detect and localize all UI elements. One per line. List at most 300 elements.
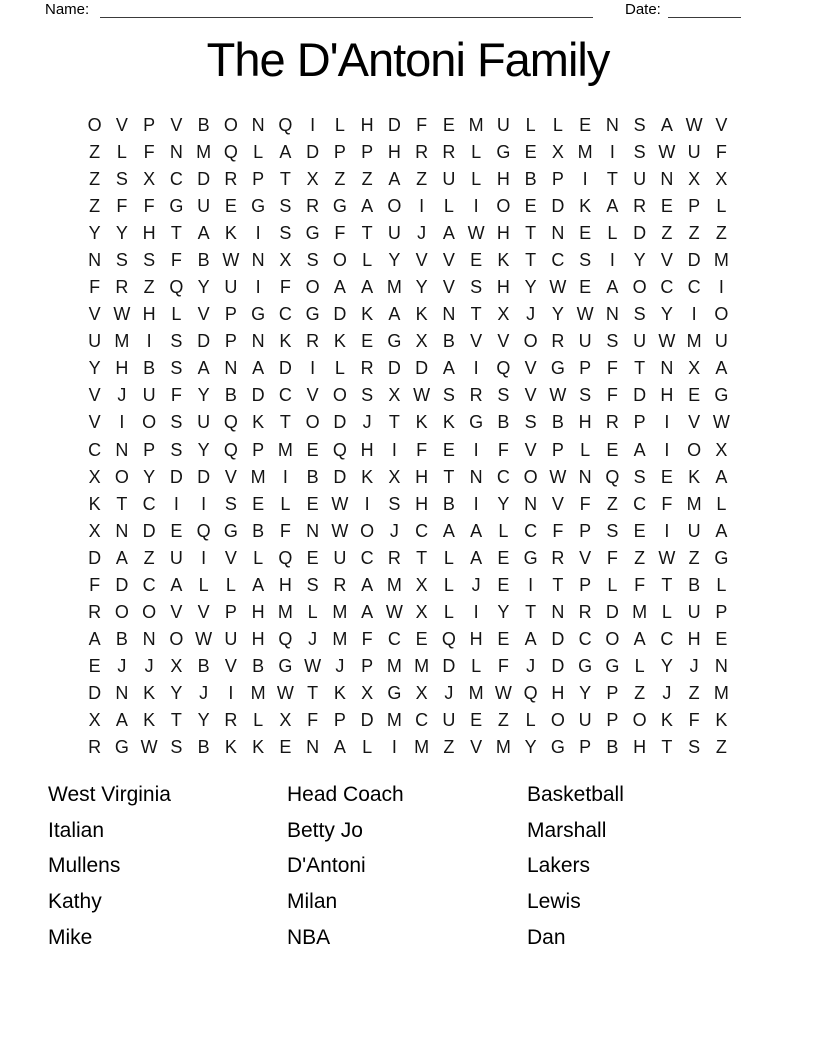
grid-letter: L	[716, 574, 727, 595]
grid-letter: M	[632, 602, 648, 623]
grid-letter: A	[252, 358, 265, 379]
grid-letter: S	[606, 331, 619, 352]
grid-letter: V	[497, 331, 510, 352]
word-item: Marshall	[527, 818, 607, 842]
grid-letter: O	[142, 602, 157, 623]
grid-letter: A	[524, 629, 537, 650]
grid-letter: F	[116, 195, 128, 216]
grid-letter: O	[142, 412, 157, 433]
grid-letter: B	[442, 331, 455, 352]
grid-letter: O	[387, 195, 402, 216]
grid-letter: N	[306, 737, 320, 758]
grid-letter: V	[115, 114, 128, 135]
grid-letter: S	[224, 493, 237, 514]
grid-letter: F	[361, 629, 373, 650]
grid-letter: H	[551, 683, 565, 704]
grid-letter: M	[468, 683, 484, 704]
grid-letter: E	[88, 656, 101, 677]
grid-letter: I	[364, 493, 370, 514]
grid-letter: I	[255, 277, 261, 298]
grid-letter: C	[415, 710, 429, 731]
name-label: Name:	[45, 1, 90, 18]
grid-letter: A	[442, 358, 455, 379]
grid-letter: S	[115, 249, 128, 270]
grid-letter: L	[471, 141, 482, 162]
grid-letter: D	[605, 602, 619, 623]
grid-letter: T	[416, 547, 428, 568]
grid-letter: Z	[443, 737, 455, 758]
grid-letter: D	[88, 547, 102, 568]
grid-letter: X	[88, 710, 101, 731]
grid-letter: H	[360, 439, 374, 460]
grid-letter: U	[578, 710, 592, 731]
grid-letter: U	[442, 168, 456, 189]
grid-letter: X	[170, 656, 183, 677]
grid-letter: I	[609, 249, 615, 270]
grid-letter: P	[333, 141, 346, 162]
grid-letter: I	[473, 602, 479, 623]
grid-letter: V	[688, 412, 701, 433]
grid-letter: C	[660, 277, 674, 298]
grid-letter: J	[662, 683, 672, 704]
grid-letter: K	[361, 466, 374, 487]
grid-letter: Q	[523, 683, 538, 704]
grid-letter: B	[306, 466, 319, 487]
grid-letter: J	[471, 574, 481, 595]
grid-letter: O	[632, 710, 647, 731]
grid-letter: I	[473, 195, 479, 216]
grid-letter: K	[497, 249, 510, 270]
grid-letter: P	[252, 439, 265, 460]
grid-letter: E	[688, 385, 701, 406]
grid-letter: R	[306, 331, 320, 352]
grid-letter: L	[525, 710, 536, 731]
grid-letter: Y	[197, 277, 210, 298]
grid-letter: Z	[416, 168, 428, 189]
grid-letter: I	[201, 547, 207, 568]
grid-letter: T	[525, 602, 537, 623]
word-item: Kathy	[48, 890, 102, 914]
grid-letter: P	[224, 304, 237, 325]
grid-letter: G	[578, 656, 593, 677]
grid-letter: Y	[143, 466, 156, 487]
grid-letter: Z	[89, 141, 101, 162]
grid-letter: D	[278, 358, 292, 379]
grid-letter: F	[170, 249, 182, 270]
grid-letter: T	[661, 737, 673, 758]
grid-letter: A	[197, 222, 210, 243]
grid-letter: F	[89, 574, 101, 595]
grid-letter: W	[549, 466, 567, 487]
grid-letter: J	[144, 656, 154, 677]
grid-letter: C	[278, 385, 292, 406]
grid-letter: Y	[197, 439, 210, 460]
grid-letter: M	[386, 277, 402, 298]
grid-letter: D	[197, 168, 211, 189]
grid-letter: G	[223, 520, 238, 541]
grid-letter: E	[715, 629, 728, 650]
grid-letter: X	[143, 168, 156, 189]
grid-letter: B	[551, 412, 564, 433]
grid-letter: A	[470, 520, 483, 541]
grid-letter: V	[524, 358, 537, 379]
grid-letter: E	[633, 520, 646, 541]
grid-letter: A	[361, 574, 374, 595]
grid-letter: A	[279, 141, 292, 162]
grid-letter: X	[279, 249, 292, 270]
grid-letter: A	[333, 277, 346, 298]
grid-letter: R	[578, 602, 592, 623]
grid-letter: W	[413, 385, 431, 406]
grid-letter: L	[607, 574, 618, 595]
grid-letter: T	[443, 466, 455, 487]
grid-letter: F	[606, 358, 618, 379]
grid-letter: K	[143, 683, 156, 704]
grid-letter: E	[361, 331, 374, 352]
grid-letter: I	[473, 493, 479, 514]
grid-letter: O	[714, 304, 729, 325]
grid-letter: Q	[196, 520, 211, 541]
grid-letter: O	[332, 249, 347, 270]
grid-letter: I	[419, 195, 425, 216]
grid-letter: D	[633, 385, 647, 406]
grid-letter: M	[577, 141, 593, 162]
grid-letter: S	[524, 412, 537, 433]
grid-letter: N	[605, 114, 619, 135]
grid-letter: O	[496, 195, 511, 216]
date-blank-line	[668, 2, 741, 18]
grid-letter: I	[173, 493, 179, 514]
grid-letter: V	[88, 385, 101, 406]
grid-letter: A	[388, 168, 401, 189]
grid-letter: C	[169, 168, 183, 189]
grid-letter: A	[197, 358, 210, 379]
grid-letter: X	[388, 466, 401, 487]
grid-letter: L	[580, 439, 591, 460]
grid-letter: M	[386, 574, 402, 595]
grid-letter: E	[415, 629, 428, 650]
grid-letter: S	[170, 331, 183, 352]
grid-letter: A	[361, 195, 374, 216]
grid-letter: P	[606, 683, 619, 704]
grid-letter: R	[360, 358, 374, 379]
grid-letter: I	[119, 412, 125, 433]
grid-letter: L	[443, 602, 454, 623]
grid-letter: N	[469, 466, 483, 487]
grid-letter: D	[306, 141, 320, 162]
grid-letter: A	[88, 629, 101, 650]
grid-letter: S	[115, 168, 128, 189]
grid-letter: L	[253, 141, 264, 162]
grid-letter: R	[224, 168, 238, 189]
grid-letter: J	[417, 222, 427, 243]
grid-letter: Y	[660, 304, 673, 325]
grid-letter: L	[198, 574, 209, 595]
grid-letter: P	[252, 168, 265, 189]
grid-letter: N	[714, 656, 728, 677]
grid-letter: S	[361, 385, 374, 406]
grid-letter: C	[660, 629, 674, 650]
grid-letter: L	[362, 249, 373, 270]
grid-letter: S	[143, 249, 156, 270]
grid-letter: Y	[579, 683, 592, 704]
grid-letter: V	[442, 277, 455, 298]
grid-letter: X	[688, 358, 701, 379]
word-item: Italian	[48, 818, 105, 842]
grid-letter: V	[660, 249, 673, 270]
grid-letter: E	[497, 547, 510, 568]
grid-letter: B	[252, 656, 265, 677]
grid-letter: V	[524, 385, 537, 406]
grid-letter: Y	[170, 683, 183, 704]
grid-letter: Q	[496, 358, 511, 379]
grid-letter: Y	[551, 304, 564, 325]
grid-letter: T	[307, 683, 319, 704]
grid-letter: X	[415, 683, 428, 704]
word-list-column-2	[287, 777, 404, 956]
grid-letter: Z	[334, 168, 346, 189]
grid-letter: J	[117, 656, 127, 677]
grid-letter: V	[470, 737, 483, 758]
grid-letter: F	[279, 277, 291, 298]
grid-letter: Y	[415, 277, 428, 298]
grid-letter: O	[332, 385, 347, 406]
grid-letter: D	[551, 195, 565, 216]
grid-letter: W	[222, 249, 240, 270]
grid-letter: A	[606, 277, 619, 298]
grid-letter: I	[473, 358, 479, 379]
grid-letter: F	[307, 710, 319, 731]
grid-letter: X	[415, 574, 428, 595]
grid-letter: N	[115, 439, 129, 460]
grid-letter: E	[306, 493, 319, 514]
grid-letter: L	[334, 114, 345, 135]
grid-letter: Q	[332, 439, 347, 460]
grid-letter: H	[633, 737, 647, 758]
grid-letter: L	[716, 493, 727, 514]
grid-letter: E	[497, 629, 510, 650]
grid-letter: Q	[223, 412, 238, 433]
grid-letter: S	[633, 141, 646, 162]
grid-letter: X	[88, 520, 101, 541]
grid-letter: Z	[688, 547, 700, 568]
grid-letter: P	[633, 412, 646, 433]
grid-letter: U	[88, 331, 102, 352]
grid-letter: E	[224, 195, 237, 216]
grid-letter: V	[170, 602, 183, 623]
grid-letter: B	[197, 249, 210, 270]
grid-letter: G	[523, 547, 538, 568]
grid-letter: H	[251, 629, 265, 650]
grid-letter: T	[606, 168, 618, 189]
grid-letter: O	[114, 602, 129, 623]
grid-letter: W	[712, 412, 730, 433]
grid-letter: J	[117, 385, 127, 406]
grid-letter: R	[306, 195, 320, 216]
grid-letter: U	[687, 602, 701, 623]
grid-letter: A	[333, 737, 346, 758]
grid-letter: E	[660, 466, 673, 487]
grid-letter: W	[276, 683, 294, 704]
grid-letter: S	[579, 385, 592, 406]
grid-letter: J	[308, 629, 318, 650]
grid-letter: X	[415, 331, 428, 352]
word-item: Head Coach	[287, 783, 404, 806]
grid-letter: A	[606, 195, 619, 216]
grid-letter: P	[224, 602, 237, 623]
grid-letter: D	[360, 710, 374, 731]
word-list-column-1	[48, 777, 171, 956]
grid-letter: R	[633, 195, 647, 216]
grid-letter: I	[609, 141, 615, 162]
grid-letter: H	[115, 358, 129, 379]
grid-letter: Z	[89, 168, 101, 189]
grid-letter: S	[470, 277, 483, 298]
grid-letter: A	[115, 547, 128, 568]
grid-letter: S	[306, 249, 319, 270]
grid-letter: U	[333, 547, 347, 568]
grid-letter: C	[415, 520, 429, 541]
grid-letter: G	[496, 141, 511, 162]
grid-letter: T	[634, 358, 646, 379]
grid-letter: D	[251, 385, 265, 406]
grid-letter: I	[582, 168, 588, 189]
grid-letter: H	[496, 277, 510, 298]
grid-letter: C	[578, 629, 592, 650]
grid-letter: E	[279, 737, 292, 758]
grid-letter: G	[305, 222, 320, 243]
grid-letter: V	[224, 656, 237, 677]
grid-letter: O	[605, 629, 620, 650]
grid-letter: N	[251, 249, 265, 270]
grid-letter: P	[606, 710, 619, 731]
grid-letter: Q	[278, 114, 293, 135]
grid-letter: H	[469, 629, 483, 650]
grid-letter: U	[197, 412, 211, 433]
grid-letter: L	[443, 195, 454, 216]
grid-letter: A	[170, 574, 183, 595]
grid-letter: U	[633, 331, 647, 352]
grid-letter: W	[576, 304, 594, 325]
grid-letter: J	[444, 683, 454, 704]
grid-letter: X	[415, 602, 428, 623]
date-label: Date:	[625, 1, 661, 18]
grid-letter: K	[415, 304, 428, 325]
grid-letter: F	[497, 656, 509, 677]
grid-letter: L	[716, 195, 727, 216]
grid-letter: W	[331, 520, 349, 541]
grid-letter: T	[661, 574, 673, 595]
grid-letter: E	[306, 439, 319, 460]
grid-letter: J	[526, 656, 536, 677]
grid-letter: M	[414, 737, 430, 758]
grid-letter: Z	[143, 277, 155, 298]
grid-letter: W	[549, 385, 567, 406]
grid-letter: W	[304, 656, 322, 677]
grid-letter: P	[579, 574, 592, 595]
grid-letter: E	[579, 114, 592, 135]
grid-letter: K	[442, 412, 455, 433]
grid-letter: R	[469, 385, 483, 406]
grid-letter: A	[715, 358, 728, 379]
grid-letter: D	[197, 466, 211, 487]
grid-letter: E	[606, 439, 619, 460]
grid-letter: X	[715, 168, 728, 189]
grid-letter: H	[251, 602, 265, 623]
grid-letter: Z	[715, 222, 727, 243]
grid-letter: R	[551, 547, 565, 568]
grid-letter: S	[633, 114, 646, 135]
grid-letter: V	[224, 466, 237, 487]
grid-letter: X	[551, 141, 564, 162]
grid-letter: L	[498, 520, 509, 541]
grid-letter: H	[496, 168, 510, 189]
grid-letter: C	[551, 249, 565, 270]
grid-letter: U	[714, 331, 728, 352]
grid-letter: E	[524, 195, 537, 216]
grid-letter: K	[688, 466, 701, 487]
grid-letter: N	[169, 141, 183, 162]
grid-letter: M	[495, 737, 511, 758]
word-item: Basketball	[527, 783, 624, 806]
grid-letter: Z	[89, 195, 101, 216]
grid-letter: A	[442, 520, 455, 541]
grid-letter: T	[279, 412, 291, 433]
grid-letter: V	[442, 249, 455, 270]
grid-letter: N	[306, 520, 320, 541]
grid-letter: R	[551, 331, 565, 352]
grid-letter: M	[468, 114, 484, 135]
grid-letter: U	[633, 168, 647, 189]
grid-letter: G	[114, 737, 129, 758]
grid-letter: D	[687, 249, 701, 270]
grid-letter: H	[578, 412, 592, 433]
grid-letter: L	[471, 656, 482, 677]
grid-letter: D	[442, 656, 456, 677]
grid-letter: U	[169, 547, 183, 568]
grid-letter: E	[470, 710, 483, 731]
grid-letter: N	[551, 602, 565, 623]
grid-letter: C	[387, 629, 401, 650]
grid-letter: J	[526, 304, 536, 325]
grid-letter: L	[253, 710, 264, 731]
grid-letter: E	[442, 114, 455, 135]
grid-letter: V	[415, 249, 428, 270]
grid-letter: G	[387, 331, 402, 352]
grid-letter: S	[170, 737, 183, 758]
grid-letter: O	[305, 277, 320, 298]
grid-letter: H	[360, 114, 374, 135]
grid-letter: K	[415, 412, 428, 433]
grid-letter: T	[116, 493, 128, 514]
grid-letter: H	[142, 222, 156, 243]
grid-letter: H	[415, 466, 429, 487]
grid-letter: R	[88, 737, 102, 758]
wordsearch-grid	[81, 111, 735, 761]
grid-letter: Z	[688, 222, 700, 243]
grid-letter: M	[386, 710, 402, 731]
word-item: Lewis	[527, 890, 581, 914]
grid-letter: I	[528, 574, 534, 595]
grid-letter: B	[252, 520, 265, 541]
grid-letter: Z	[497, 710, 509, 731]
grid-letter: F	[416, 439, 428, 460]
grid-letter: F	[143, 195, 155, 216]
grid-letter: A	[252, 574, 265, 595]
grid-letter: R	[333, 574, 347, 595]
grid-letter: W	[549, 277, 567, 298]
grid-letter: I	[146, 331, 152, 352]
